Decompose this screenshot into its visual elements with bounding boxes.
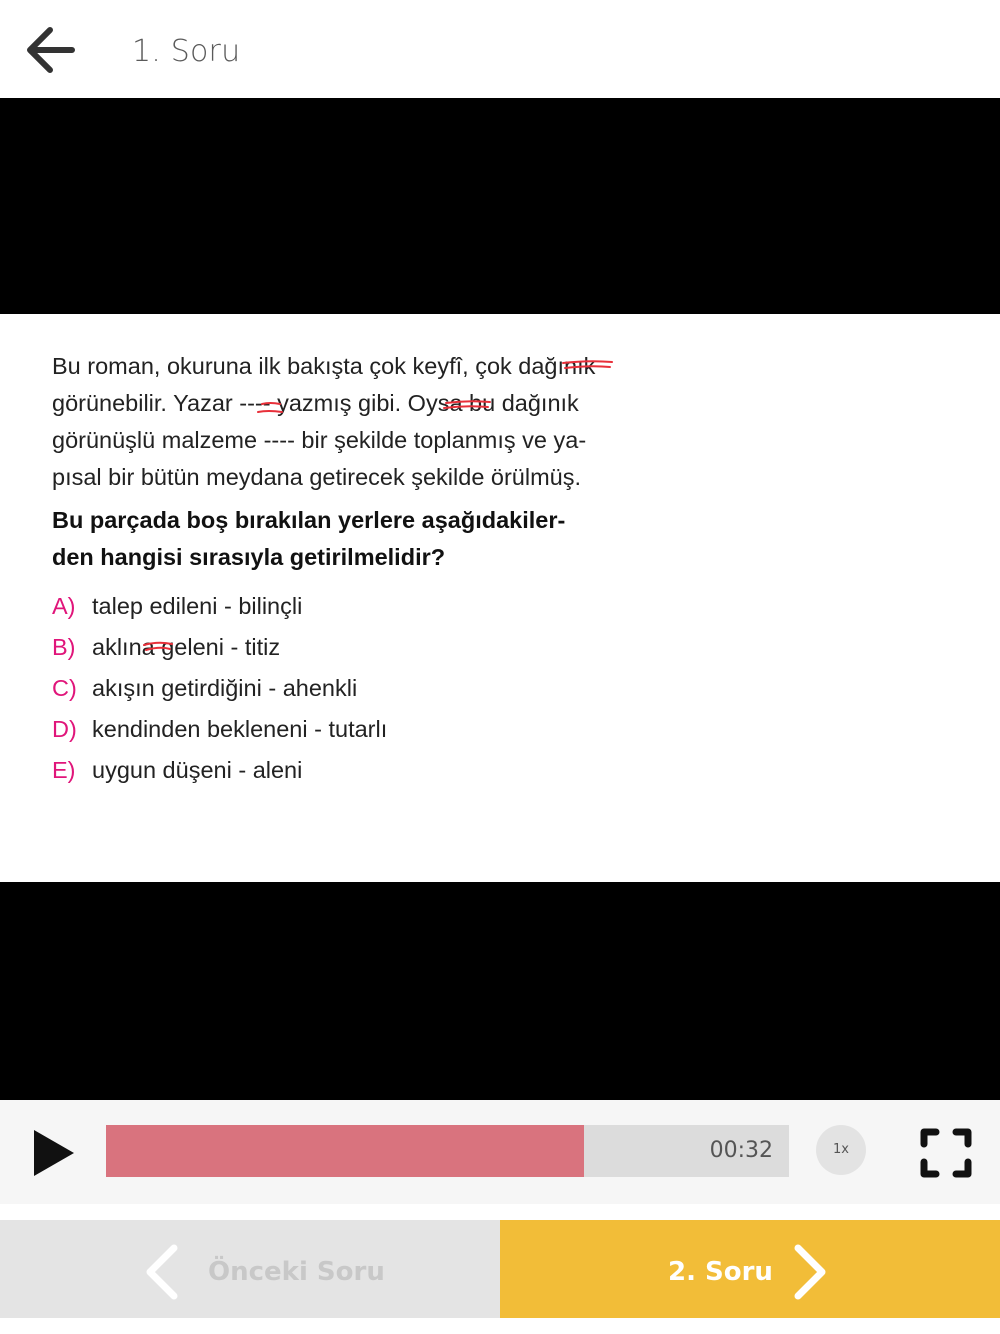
chevron-right-icon (790, 1244, 830, 1300)
option-text: talep edileni - bilinçli (92, 593, 303, 619)
option-text: uygun düşeni - aleni (92, 757, 303, 783)
fullscreen-button[interactable] (918, 1126, 974, 1180)
option-e (52, 750, 652, 791)
next-question-button[interactable] (500, 1220, 1000, 1318)
playback-speed-button[interactable]: 1x (816, 1125, 866, 1175)
play-button[interactable] (28, 1126, 78, 1180)
player-controls (0, 1100, 1000, 1204)
question-text (52, 502, 642, 576)
option-letter: D) (52, 716, 77, 742)
option-letter: A) (52, 593, 76, 619)
fullscreen-icon (918, 1126, 974, 1180)
chevron-left-icon (142, 1244, 182, 1300)
page-title: 1. Soru (132, 34, 241, 69)
option-c (52, 668, 652, 709)
option-a (52, 586, 652, 627)
passage (52, 348, 642, 496)
passage-line: pısal bir bütün meydana getirecek şekilde örülmüş. (52, 464, 582, 490)
passage-line: görünüşlü malzeme ---- bir şekilde toplanmış ve ya- (52, 427, 587, 453)
time-display: 00:32 (709, 1138, 773, 1163)
option-text: aklına geleni - titiz (92, 634, 281, 660)
option-letter: B) (52, 634, 76, 660)
next-question-label: 2. Soru (668, 1257, 773, 1287)
play-icon (28, 1126, 78, 1180)
option-text: akışın getirdiğini - ahenkli (92, 675, 358, 701)
question-slide (0, 314, 1000, 882)
top-bar (0, 0, 1000, 99)
video-player[interactable] (0, 98, 1000, 1100)
question-line: Bu parçada boş bırakılan yerlere aşağıdakiler- (52, 507, 566, 533)
option-text: kendinden bekleneni - tutarlı (92, 716, 388, 742)
progress-fill (106, 1125, 584, 1177)
previous-question-button[interactable] (0, 1220, 500, 1318)
answer-options (52, 586, 652, 791)
option-letter: C) (52, 675, 77, 701)
back-button[interactable] (22, 22, 82, 78)
option-b (52, 627, 652, 668)
question-line: den hangisi sırasıyla getirilmelidir? (52, 544, 446, 570)
passage-line: görünebilir. Yazar ---- yazmış gibi. Oysa bu dağınık (52, 390, 579, 416)
question-navigation (0, 1220, 1000, 1318)
passage-line: Bu roman, okuruna ilk bakışta çok keyfî, çok dağınık (52, 353, 596, 379)
option-letter: E) (52, 757, 76, 783)
arrow-left-icon (22, 22, 82, 78)
previous-question-label: Önceki Soru (208, 1257, 385, 1287)
option-d (52, 709, 652, 750)
progress-bar[interactable] (106, 1125, 789, 1177)
